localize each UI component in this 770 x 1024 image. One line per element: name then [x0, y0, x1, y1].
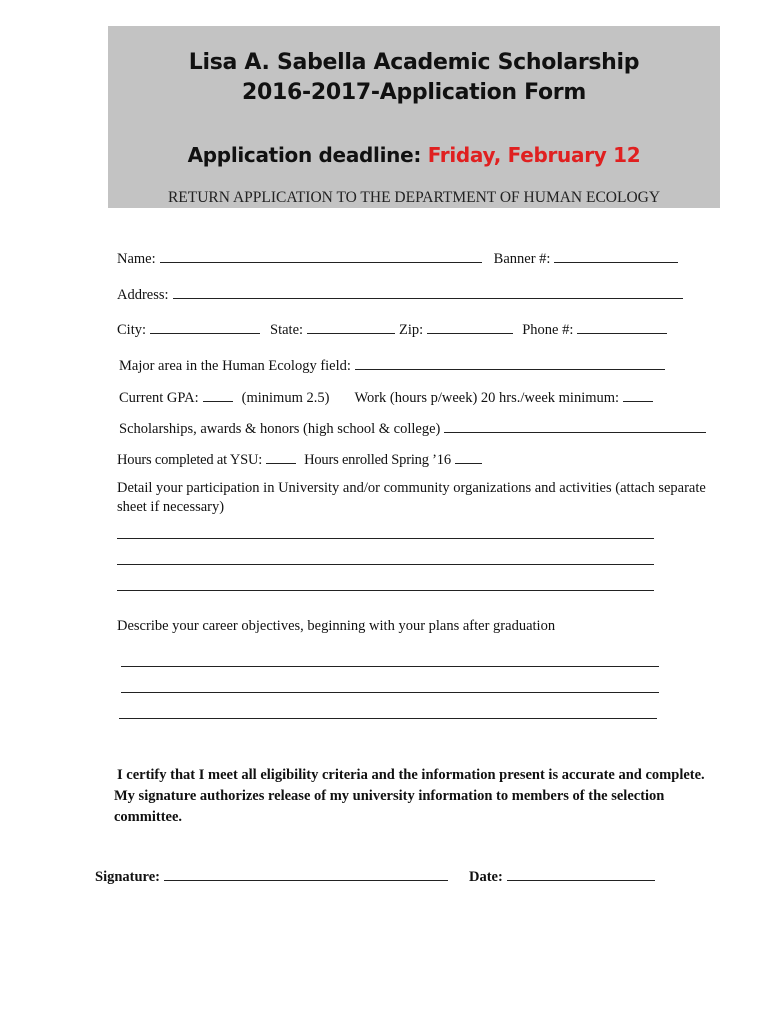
phone-field[interactable]	[577, 319, 667, 334]
participation-line-1[interactable]	[117, 538, 654, 539]
zip-field[interactable]	[427, 319, 513, 334]
work-hours-field[interactable]	[623, 387, 653, 402]
date-label: Date:	[469, 869, 503, 885]
gpa-field[interactable]	[203, 387, 233, 402]
hours-row	[117, 449, 482, 470]
form-title: Lisa A. Sabella Academic Scholarship	[188, 50, 640, 75]
career-line-1[interactable]	[121, 666, 659, 667]
signature-field[interactable]	[164, 866, 448, 881]
career-line-2[interactable]	[121, 692, 659, 693]
state-label: State:	[270, 322, 304, 338]
city-field[interactable]	[150, 319, 260, 334]
signature-label: Signature:	[95, 869, 160, 885]
gpa-label: Current GPA:	[119, 390, 199, 406]
major-field[interactable]	[355, 355, 665, 370]
address-row	[117, 284, 683, 305]
signature-row	[95, 866, 448, 887]
header-box	[108, 26, 720, 208]
scholarships-label: Scholarships, awards & honors (high school & college)	[119, 421, 441, 437]
work-label: Work (hours p/week) 20 hrs./week minimum:	[354, 390, 620, 406]
banner-field[interactable]	[554, 248, 678, 263]
city-row	[117, 319, 667, 340]
participation-prompt: Detail your participation in University and/or community organizations and activities (attach separate sheet if necessary)	[117, 480, 706, 515]
address-label: Address:	[117, 287, 169, 303]
gpa-note: (minimum 2.5)	[241, 390, 330, 406]
banner-label: Banner #:	[493, 251, 551, 267]
deadline-date: Friday, February 12	[427, 143, 641, 167]
hours-enrolled-label: Hours enrolled Spring ’16	[304, 452, 451, 468]
name-label: Name:	[117, 251, 156, 267]
name-row	[117, 248, 678, 269]
form-subtitle: 2016-2017-Application Form	[242, 80, 586, 105]
certification-line-1: I certify that I meet all eligibility criteria and the information present is accurate and complete.	[117, 767, 705, 783]
date-field[interactable]	[507, 866, 655, 881]
participation-line-3[interactable]	[117, 590, 654, 591]
address-field[interactable]	[173, 284, 683, 299]
city-label: City:	[117, 322, 147, 338]
scholarships-field[interactable]	[444, 418, 706, 433]
certification-line-2: My signature authorizes release of my university information to members of the selection	[114, 788, 665, 804]
zip-label: Zip:	[399, 322, 424, 338]
scholarships-row	[119, 418, 706, 439]
name-field[interactable]	[160, 248, 482, 263]
major-row	[119, 355, 665, 376]
certification-line-3: committee.	[114, 809, 183, 825]
state-field[interactable]	[307, 319, 395, 334]
application-deadline	[108, 140, 720, 170]
career-line-3[interactable]	[119, 718, 657, 719]
hours-completed-label: Hours completed at YSU:	[117, 452, 263, 468]
participation-line-2[interactable]	[117, 564, 654, 565]
major-label: Major area in the Human Ecology field:	[119, 358, 351, 374]
return-instruction: RETURN APPLICATION TO THE DEPARTMENT OF HUMAN ECOLOGY	[167, 189, 661, 206]
hours-completed-field[interactable]	[266, 449, 296, 464]
phone-label: Phone #:	[522, 322, 574, 338]
date-row	[469, 866, 655, 887]
gpa-row	[119, 387, 653, 408]
career-prompt: Describe your career objectives, beginning with your plans after graduation	[117, 618, 556, 634]
deadline-label: Application deadline:	[187, 143, 428, 167]
certification-statement	[114, 765, 744, 828]
hours-enrolled-field[interactable]	[455, 449, 482, 464]
